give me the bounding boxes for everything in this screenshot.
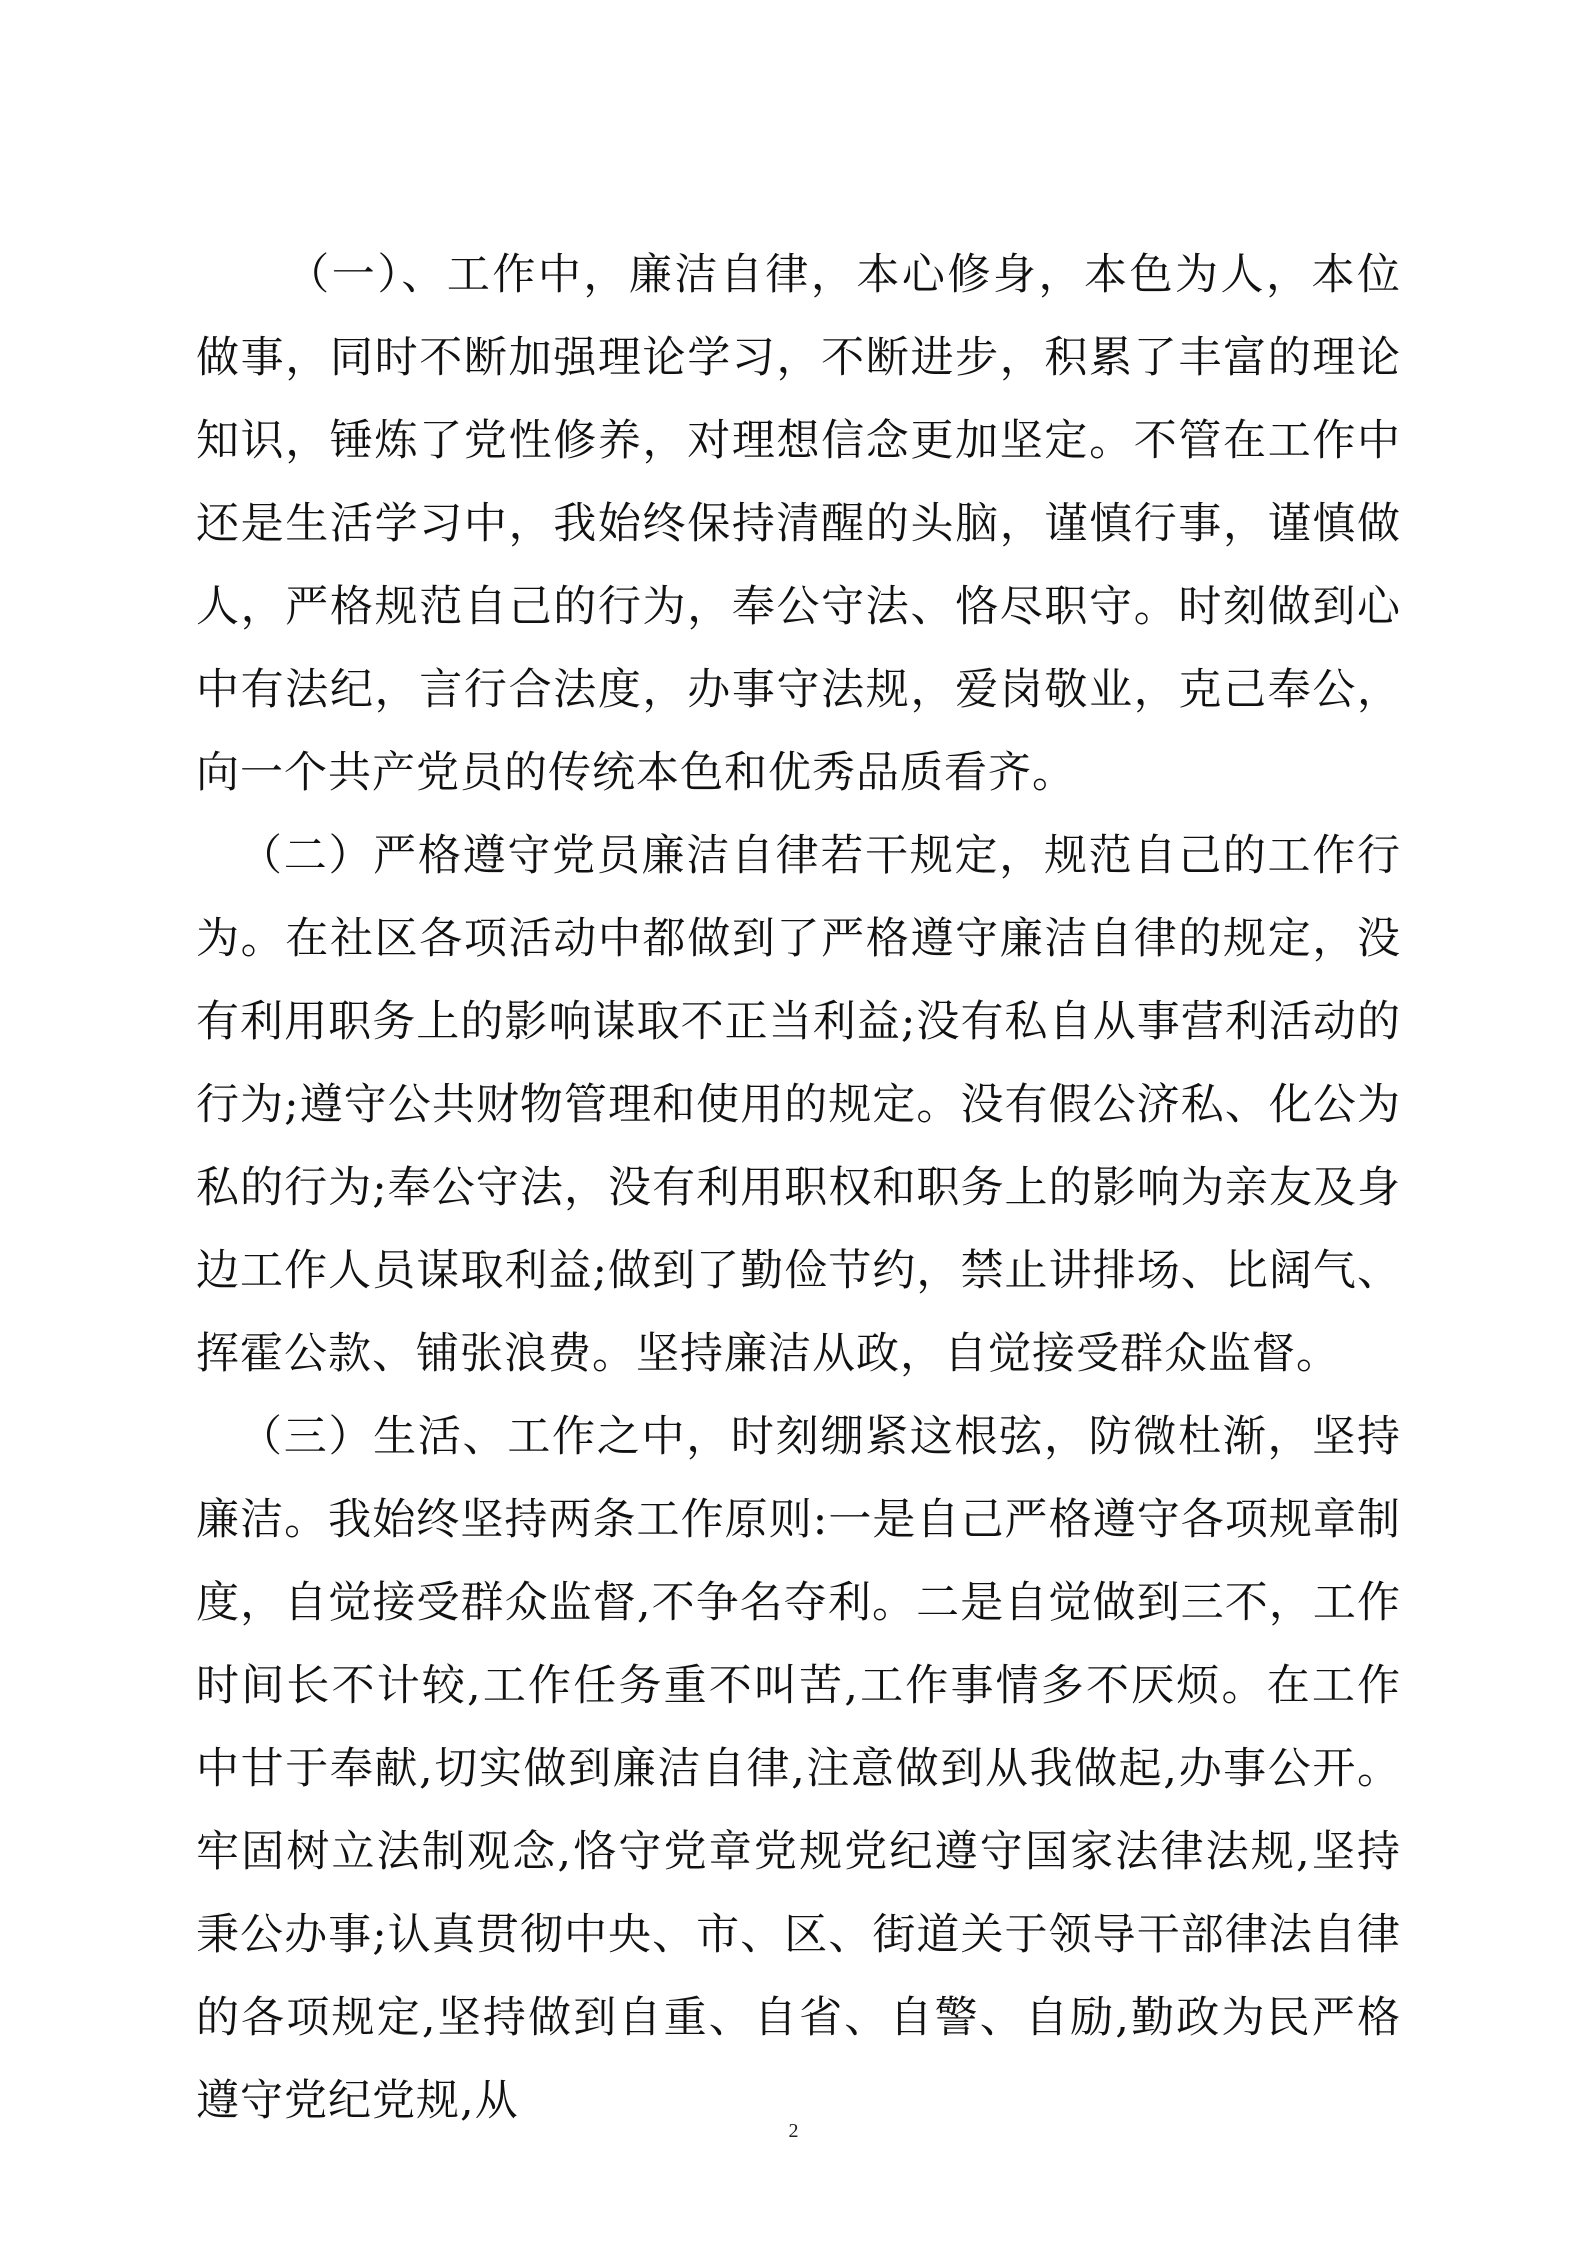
paragraph-3: （三）生活、工作之中，时刻绷紧这根弦，防微杜渐，坚持廉洁。我始终坚持两条工作原则:一是自己严格遵守各项规章制度，自觉接受群众监督,不争名夺利。二是自觉做到三不，工作时间长不计较,工作任务重不叫苦,工作事情多不厌烦。在工作中甘于奉献,切实做到廉洁自律,注意做到从我做起,办事公开。牢固树立法制观念,恪守党章党规党纪遵守国家法律法规,坚持秉公办事;认真贯彻中央、市、区、街道关于领导干部律法自律的各项规定,坚持做到自重、自省、自警、自励,勤政为民严格遵守党纪党规,从 xyxy=(196,1412,1401,2126)
paragraph-1: （一）、工作中，廉洁自律，本心修身，本色为人，本位做事，同时不断加强理论学习，不断进步，积累了丰富的理论知识，锤炼了党性修养，对理想信念更加坚定。不管在工作中还是生活学习中，我始终保持清醒的头脑，谨慎行事，谨慎做人，严格规范自己的行为，奉公守法、恪尽职守。时刻做到心中有法纪，言行合法度，办事守法规，爱岗敬业，克己奉公，向一个共产党员的传统本色和优秀品质看齐。 xyxy=(196,250,1401,798)
document-body xyxy=(196,234,1401,2143)
paragraph-2: （二）严格遵守党员廉洁自律若干规定，规范自己的工作行为。在社区各项活动中都做到了严格遵守廉洁自律的规定，没有利用职务上的影响谋取不正当利益;没有私自从事营利活动的行为;遵守公共财物管理和使用的规定。没有假公济私、化公为私的行为;奉公守法，没有利用职权和职务上的影响为亲友及身边工作人员谋取利益;做到了勤俭节约，禁止讲排场、比阔气、挥霍公款、铺张浪费。坚持廉洁从政，自觉接受群众监督。 xyxy=(196,831,1401,1379)
page-number: 2 xyxy=(788,2120,799,2142)
